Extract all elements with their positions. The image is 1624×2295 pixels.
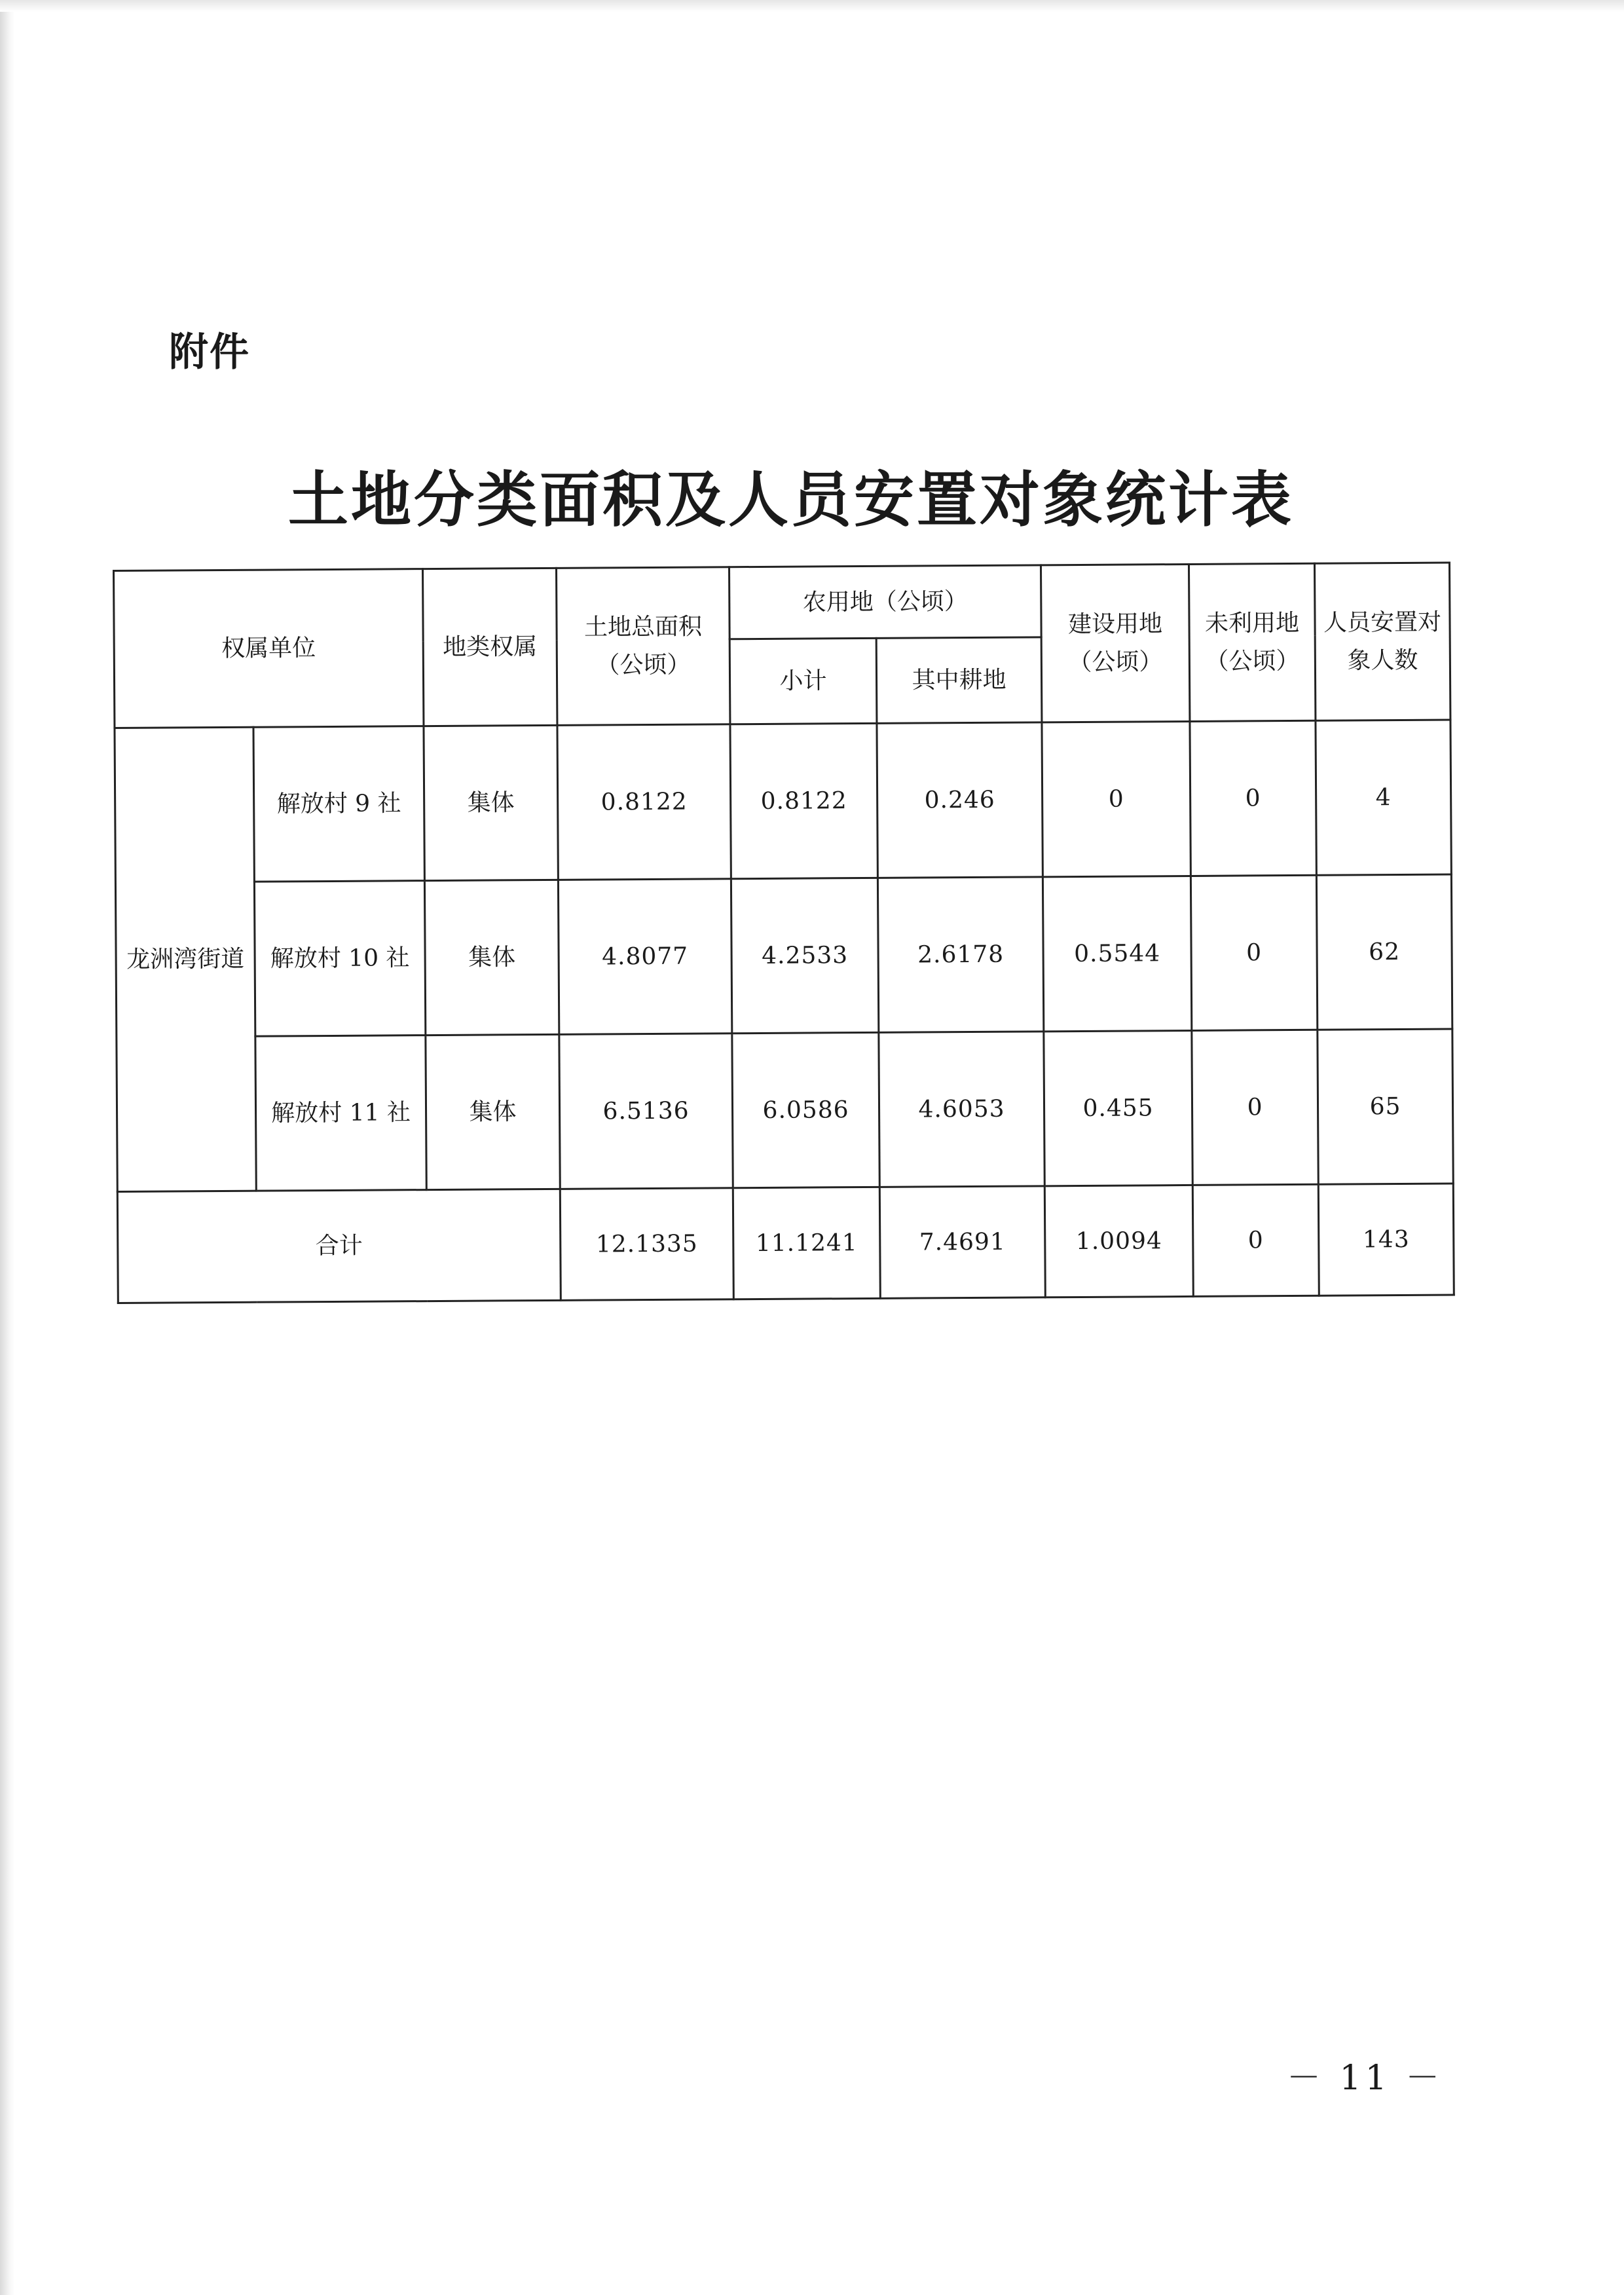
header-total-area <box>557 567 730 726</box>
header-owner-unit <box>114 569 424 728</box>
header-total-area-line2: （公顷） <box>596 651 691 679</box>
land-statistics-table <box>113 562 1455 1304</box>
header-resettlement-count <box>1315 563 1450 720</box>
header-agri-cultivated <box>876 637 1042 724</box>
table-row <box>115 720 1451 882</box>
agri-subtotal-cell: 6.0586 <box>732 1032 879 1187</box>
agri-cultivated-cell: 4.6053 <box>879 1032 1044 1187</box>
document-title: 土地分类面积及人员安置对象统计表 <box>288 464 1295 535</box>
header-land-ownership-label: 地类权属 <box>443 633 538 661</box>
construction-cell: 0 <box>1042 721 1190 876</box>
agri-subtotal-cell: 4.2533 <box>731 878 878 1033</box>
header-unused-land <box>1189 563 1316 721</box>
unused-cell: 0 <box>1190 720 1316 876</box>
total-row <box>117 1184 1454 1303</box>
ownership-cell: 集体 <box>424 725 558 880</box>
header-resettle-line1: 人员安置对 <box>1323 608 1442 637</box>
agri-subtotal-sum-cell: 11.1241 <box>733 1187 880 1299</box>
header-construction-line1: 建设用地 <box>1067 610 1163 638</box>
agri-cultivated-cell: 2.6178 <box>877 877 1043 1033</box>
resettle-cell: 62 <box>1316 874 1452 1030</box>
construction-cell: 0.455 <box>1044 1030 1192 1185</box>
ownership-cell: 集体 <box>424 880 559 1035</box>
resettle-sum-cell: 143 <box>1318 1184 1454 1296</box>
ownership-cell: 集体 <box>426 1034 560 1189</box>
unused-cell: 0 <box>1192 1030 1318 1185</box>
unit-cell: 解放村 11 社 <box>255 1036 426 1191</box>
header-construction-line2: （公顷） <box>1068 648 1163 676</box>
agri-cultivated-sum-cell: 7.4691 <box>879 1186 1045 1299</box>
unit-cell: 解放村 9 社 <box>253 726 424 882</box>
header-agri-cultivated-label: 其中耕地 <box>912 666 1006 694</box>
page-top-shadow <box>0 0 1624 12</box>
header-total-area-line1: 土地总面积 <box>583 613 703 641</box>
district-label: 龙洲湾街道 <box>126 945 245 973</box>
agri-cultivated-cell: 0.246 <box>877 722 1043 878</box>
header-unused-line1: 未利用地 <box>1204 609 1300 637</box>
header-construction-land <box>1041 564 1190 722</box>
total-area-cell: 0.8122 <box>557 724 731 880</box>
page-number: － 11 － <box>1287 2059 1444 2098</box>
header-owner-unit-label: 权属单位 <box>221 634 316 662</box>
resettle-cell: 4 <box>1316 720 1451 875</box>
total-area-cell: 6.5136 <box>559 1034 733 1189</box>
total-label-cell: 合计 <box>117 1189 561 1303</box>
unused-cell: 0 <box>1190 875 1317 1030</box>
total-area-sum-cell: 12.1335 <box>560 1188 733 1301</box>
agri-subtotal-cell: 0.8122 <box>730 723 877 878</box>
district-cell <box>115 727 256 1191</box>
header-agri-land-label: 农用地（公顷） <box>802 588 968 616</box>
resettle-cell: 65 <box>1318 1029 1453 1184</box>
header-agri-land <box>729 565 1042 639</box>
header-agri-subtotal <box>729 638 877 724</box>
table-row <box>117 1029 1453 1191</box>
header-resettle-line2: 象人数 <box>1347 646 1418 674</box>
total-area-cell: 4.8077 <box>558 879 731 1035</box>
header-land-ownership <box>423 568 557 726</box>
header-unused-line2: （公顷） <box>1205 647 1300 675</box>
header-agri-subtotal-label: 小计 <box>779 667 827 695</box>
page-edge-shadow <box>0 0 14 2295</box>
header-row-1 <box>114 563 1450 643</box>
table-row <box>115 874 1452 1037</box>
construction-cell: 0.5544 <box>1043 876 1191 1031</box>
attachment-label: 附件 <box>169 329 250 375</box>
unused-sum-cell: 0 <box>1192 1184 1319 1296</box>
unit-cell: 解放村 10 社 <box>254 881 425 1037</box>
construction-sum-cell: 1.0094 <box>1044 1185 1193 1297</box>
